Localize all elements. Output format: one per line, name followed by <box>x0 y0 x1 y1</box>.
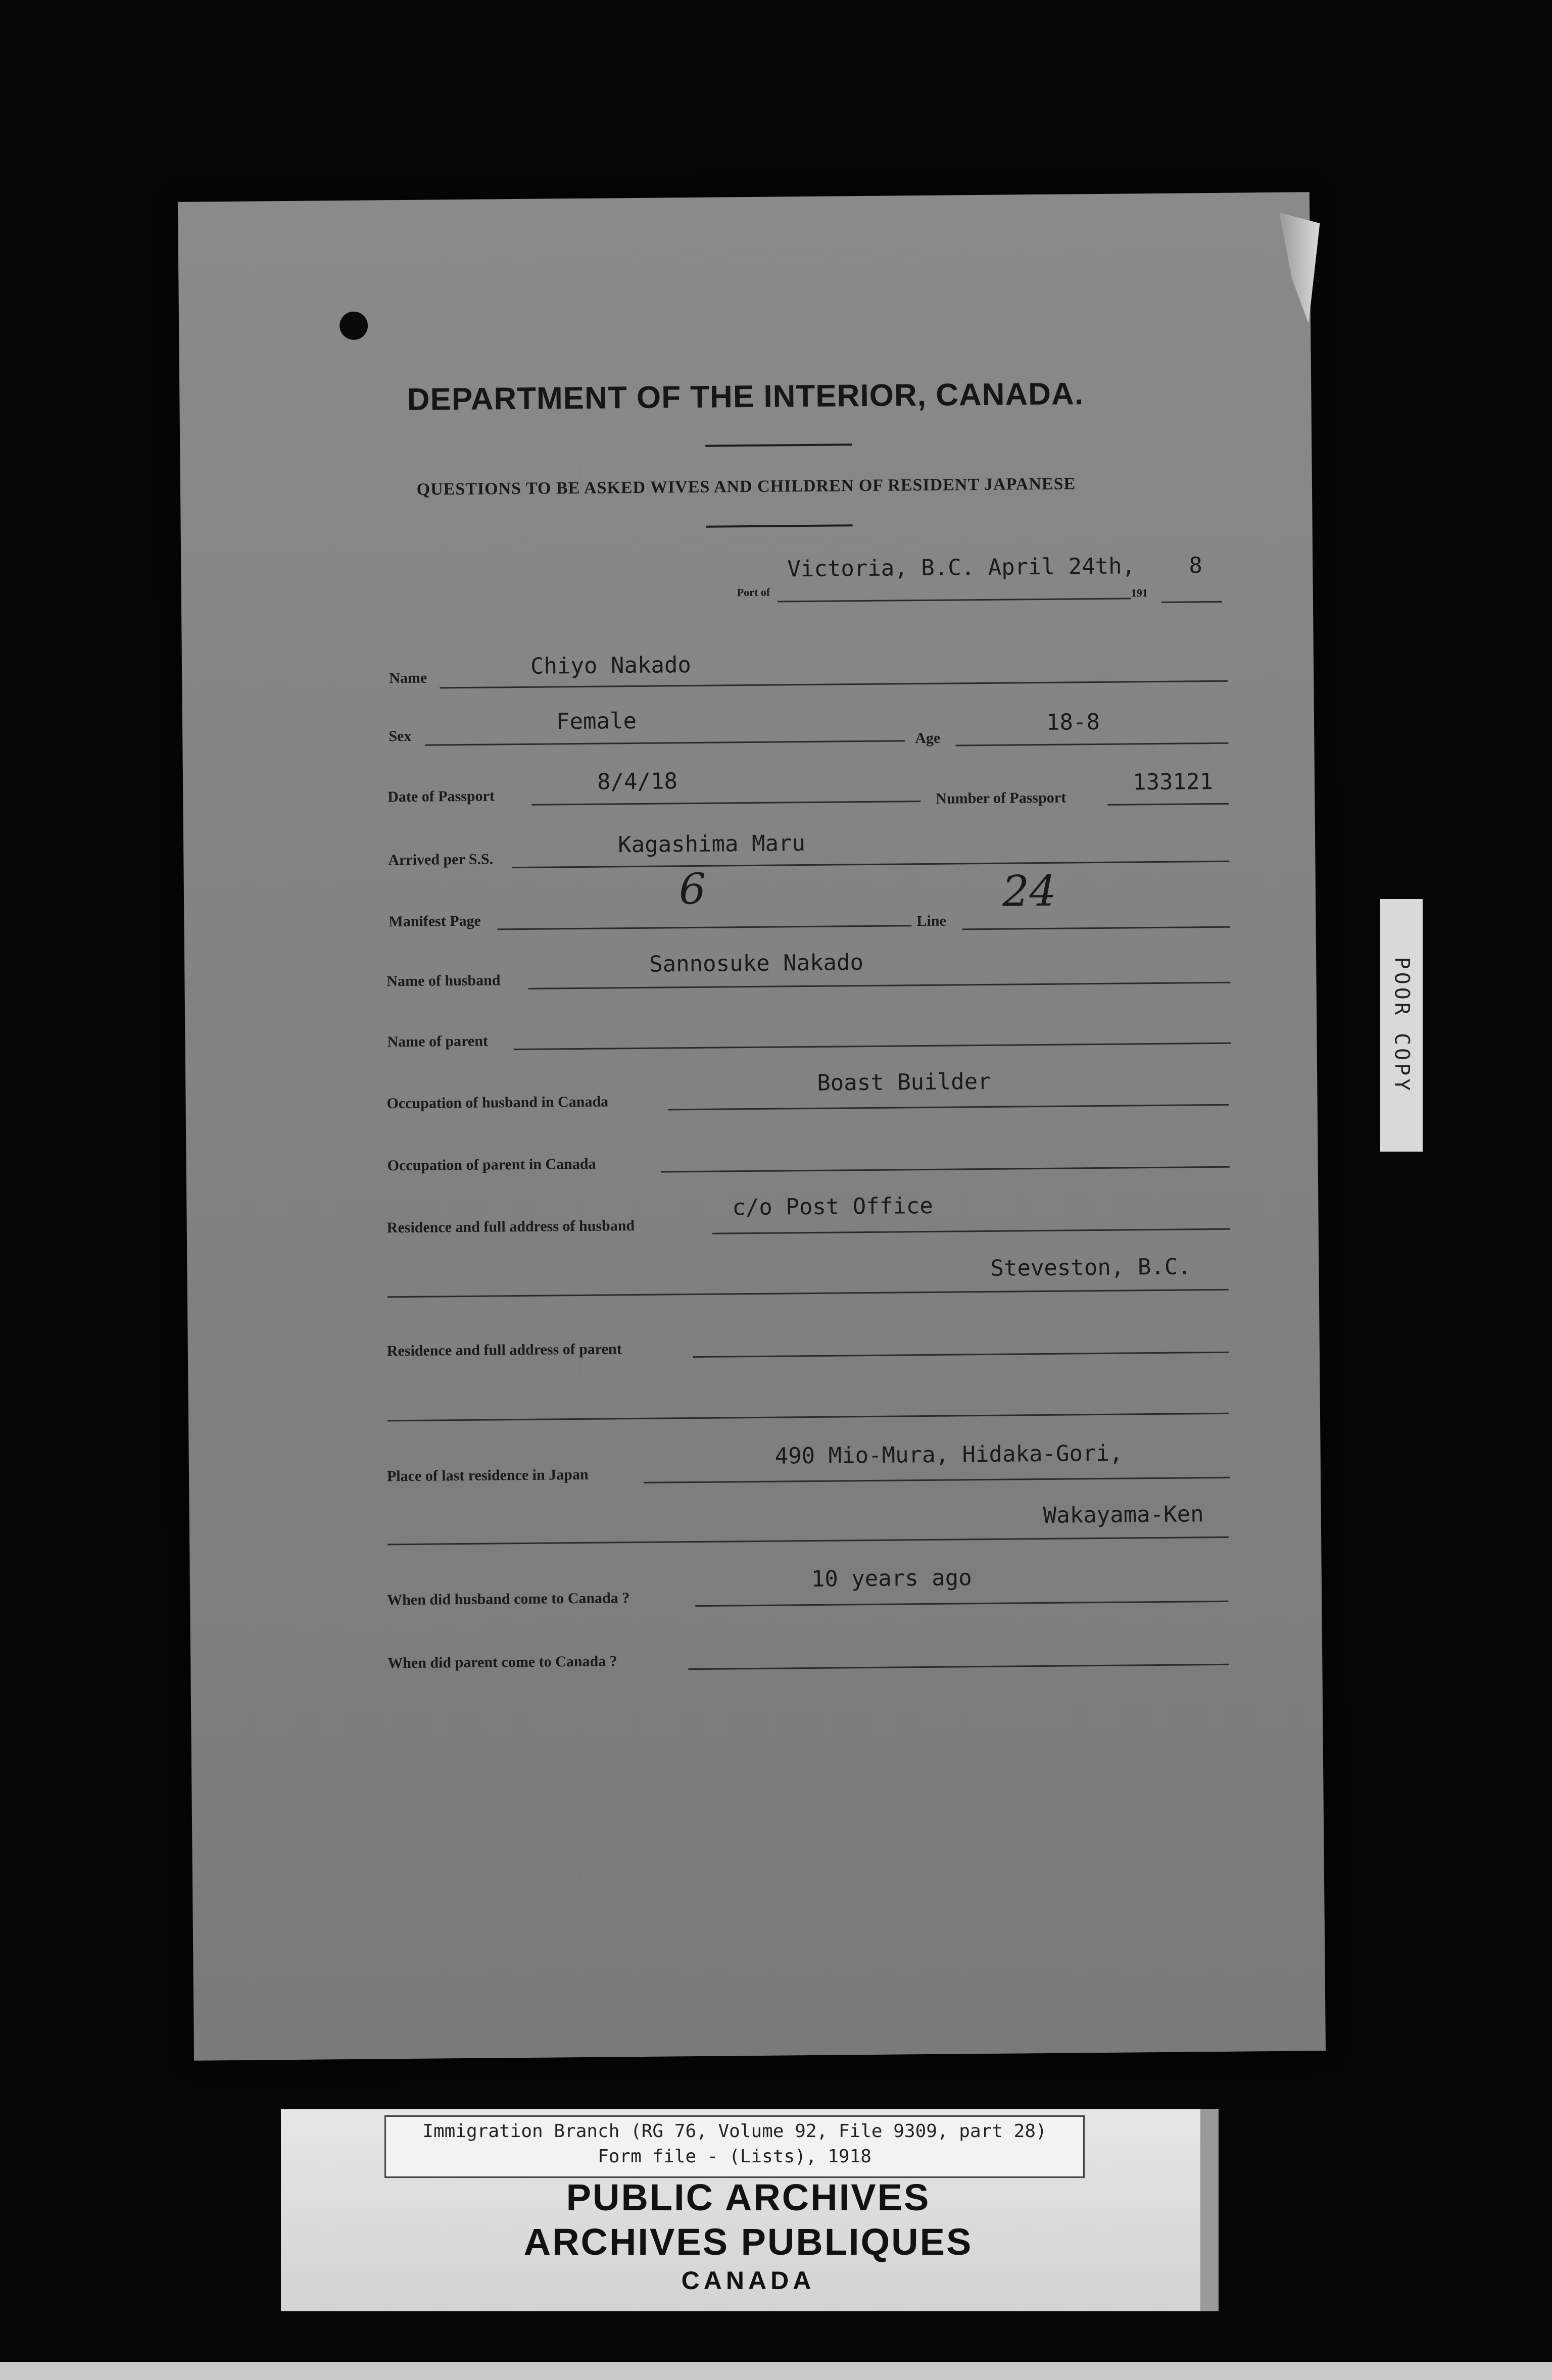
arrived-per-label: Arrived per S.S. <box>388 851 494 869</box>
occupation-parent-line <box>661 1166 1230 1173</box>
last-residence-value-2: Wakayama-Ken <box>1043 1501 1204 1528</box>
year-line <box>1161 601 1222 603</box>
last-residence-value: 490 Mio-Mura, Hidaka-Gori, <box>774 1440 1123 1469</box>
sex-line <box>425 740 905 746</box>
immigration-form <box>178 192 1326 2060</box>
year-prefix: 191 <box>1131 586 1148 600</box>
name-of-husband-value: Sannosuke Nakado <box>649 950 864 977</box>
husband-came-value: 10 years ago <box>811 1565 972 1593</box>
age-value: 18-8 <box>1046 709 1100 735</box>
husband-came-line <box>695 1601 1228 1607</box>
age-line <box>955 742 1228 747</box>
bottom-strip <box>0 2362 1552 2380</box>
occupation-parent-label: Occupation of parent in Canada <box>387 1155 596 1174</box>
name-label: Name <box>389 669 427 687</box>
last-residence-line-2 <box>387 1536 1229 1546</box>
number-of-passport-value: 133121 <box>1132 769 1214 796</box>
manifest-page-label: Manifest Page <box>389 912 481 930</box>
residence-husband-label: Residence and full address of husband <box>386 1217 635 1236</box>
occupation-husband-line <box>668 1104 1229 1111</box>
year-suffix: 8 <box>1189 553 1203 579</box>
name-value: Chiyo Nakado <box>530 652 692 679</box>
archive-ref-line-2: Form file - (Lists), 1918 <box>598 2146 871 2167</box>
occupation-husband-label: Occupation of husband in Canada <box>386 1093 609 1112</box>
archives-label <box>281 2109 1216 2311</box>
parent-came-line <box>688 1664 1229 1670</box>
subtitle-rule <box>706 524 853 528</box>
residence-husband-line <box>712 1228 1230 1234</box>
name-line <box>440 680 1228 689</box>
sex-label: Sex <box>389 727 412 745</box>
poor-copy-stamp <box>1380 899 1423 1152</box>
date-of-passport-line <box>531 801 920 806</box>
port-line <box>778 598 1131 602</box>
manifest-page-line <box>498 925 912 930</box>
line-label: Line <box>916 912 946 930</box>
residence-parent-line-2 <box>387 1413 1229 1422</box>
name-of-parent-label: Name of parent <box>387 1032 489 1051</box>
number-of-passport-label: Number of Passport <box>936 789 1066 807</box>
date-of-passport-value: 8/4/18 <box>597 768 678 795</box>
residence-parent-label: Residence and full address of parent <box>386 1341 622 1360</box>
parent-came-label: When did parent come to Canada ? <box>387 1653 617 1672</box>
occupation-husband-value: Boast Builder <box>817 1068 991 1096</box>
arrived-per-value: Kagashima Maru <box>617 830 806 858</box>
number-of-passport-line <box>1107 803 1229 806</box>
title-rule <box>705 443 852 447</box>
name-of-husband-line <box>528 982 1231 989</box>
date-of-passport-label: Date of Passport <box>387 787 495 806</box>
manifest-page-value: 6 <box>678 864 706 914</box>
curled-corner <box>1279 212 1321 324</box>
poor-copy-text: POOR COPY <box>1390 957 1413 1094</box>
residence-husband-value: c/o Post Office <box>732 1193 933 1221</box>
line-line <box>962 926 1230 930</box>
punch-hole <box>340 312 368 340</box>
line-value: 24 <box>1002 866 1057 916</box>
residence-husband-value-2: Steveston, B.C. <box>990 1254 1192 1281</box>
name-of-husband-label: Name of husband <box>386 972 501 990</box>
port-value: Victoria, B.C. April 24th, <box>787 553 1136 582</box>
husband-came-label: When did husband come to Canada ? <box>387 1590 630 1609</box>
archive-line-3: CANADA <box>681 2266 815 2295</box>
age-label: Age <box>915 729 941 747</box>
archive-ref-line-1: Immigration Branch (RG 76, Volume 92, File 9309, part 28) <box>422 2121 1047 2142</box>
form-title: DEPARTMENT OF THE INTERIOR, CANADA. <box>407 376 1084 417</box>
residence-parent-line <box>693 1352 1229 1358</box>
name-of-parent-line <box>514 1043 1231 1050</box>
archive-reference <box>384 2115 1085 2178</box>
arrived-per-line <box>512 861 1229 868</box>
residence-husband-line-2 <box>387 1289 1229 1298</box>
last-residence-label: Place of last residence in Japan <box>386 1466 589 1485</box>
archive-line-2: ARCHIVES PUBLIQUES <box>523 2221 973 2263</box>
sex-value: Female <box>556 708 637 735</box>
archive-line-1: PUBLIC ARCHIVES <box>566 2176 931 2218</box>
last-residence-line <box>644 1477 1230 1483</box>
form-subtitle: QUESTIONS TO BE ASKED WIVES AND CHILDREN OF RESIDENT JAPANESE <box>416 474 1076 499</box>
port-label: Port of <box>737 585 770 599</box>
